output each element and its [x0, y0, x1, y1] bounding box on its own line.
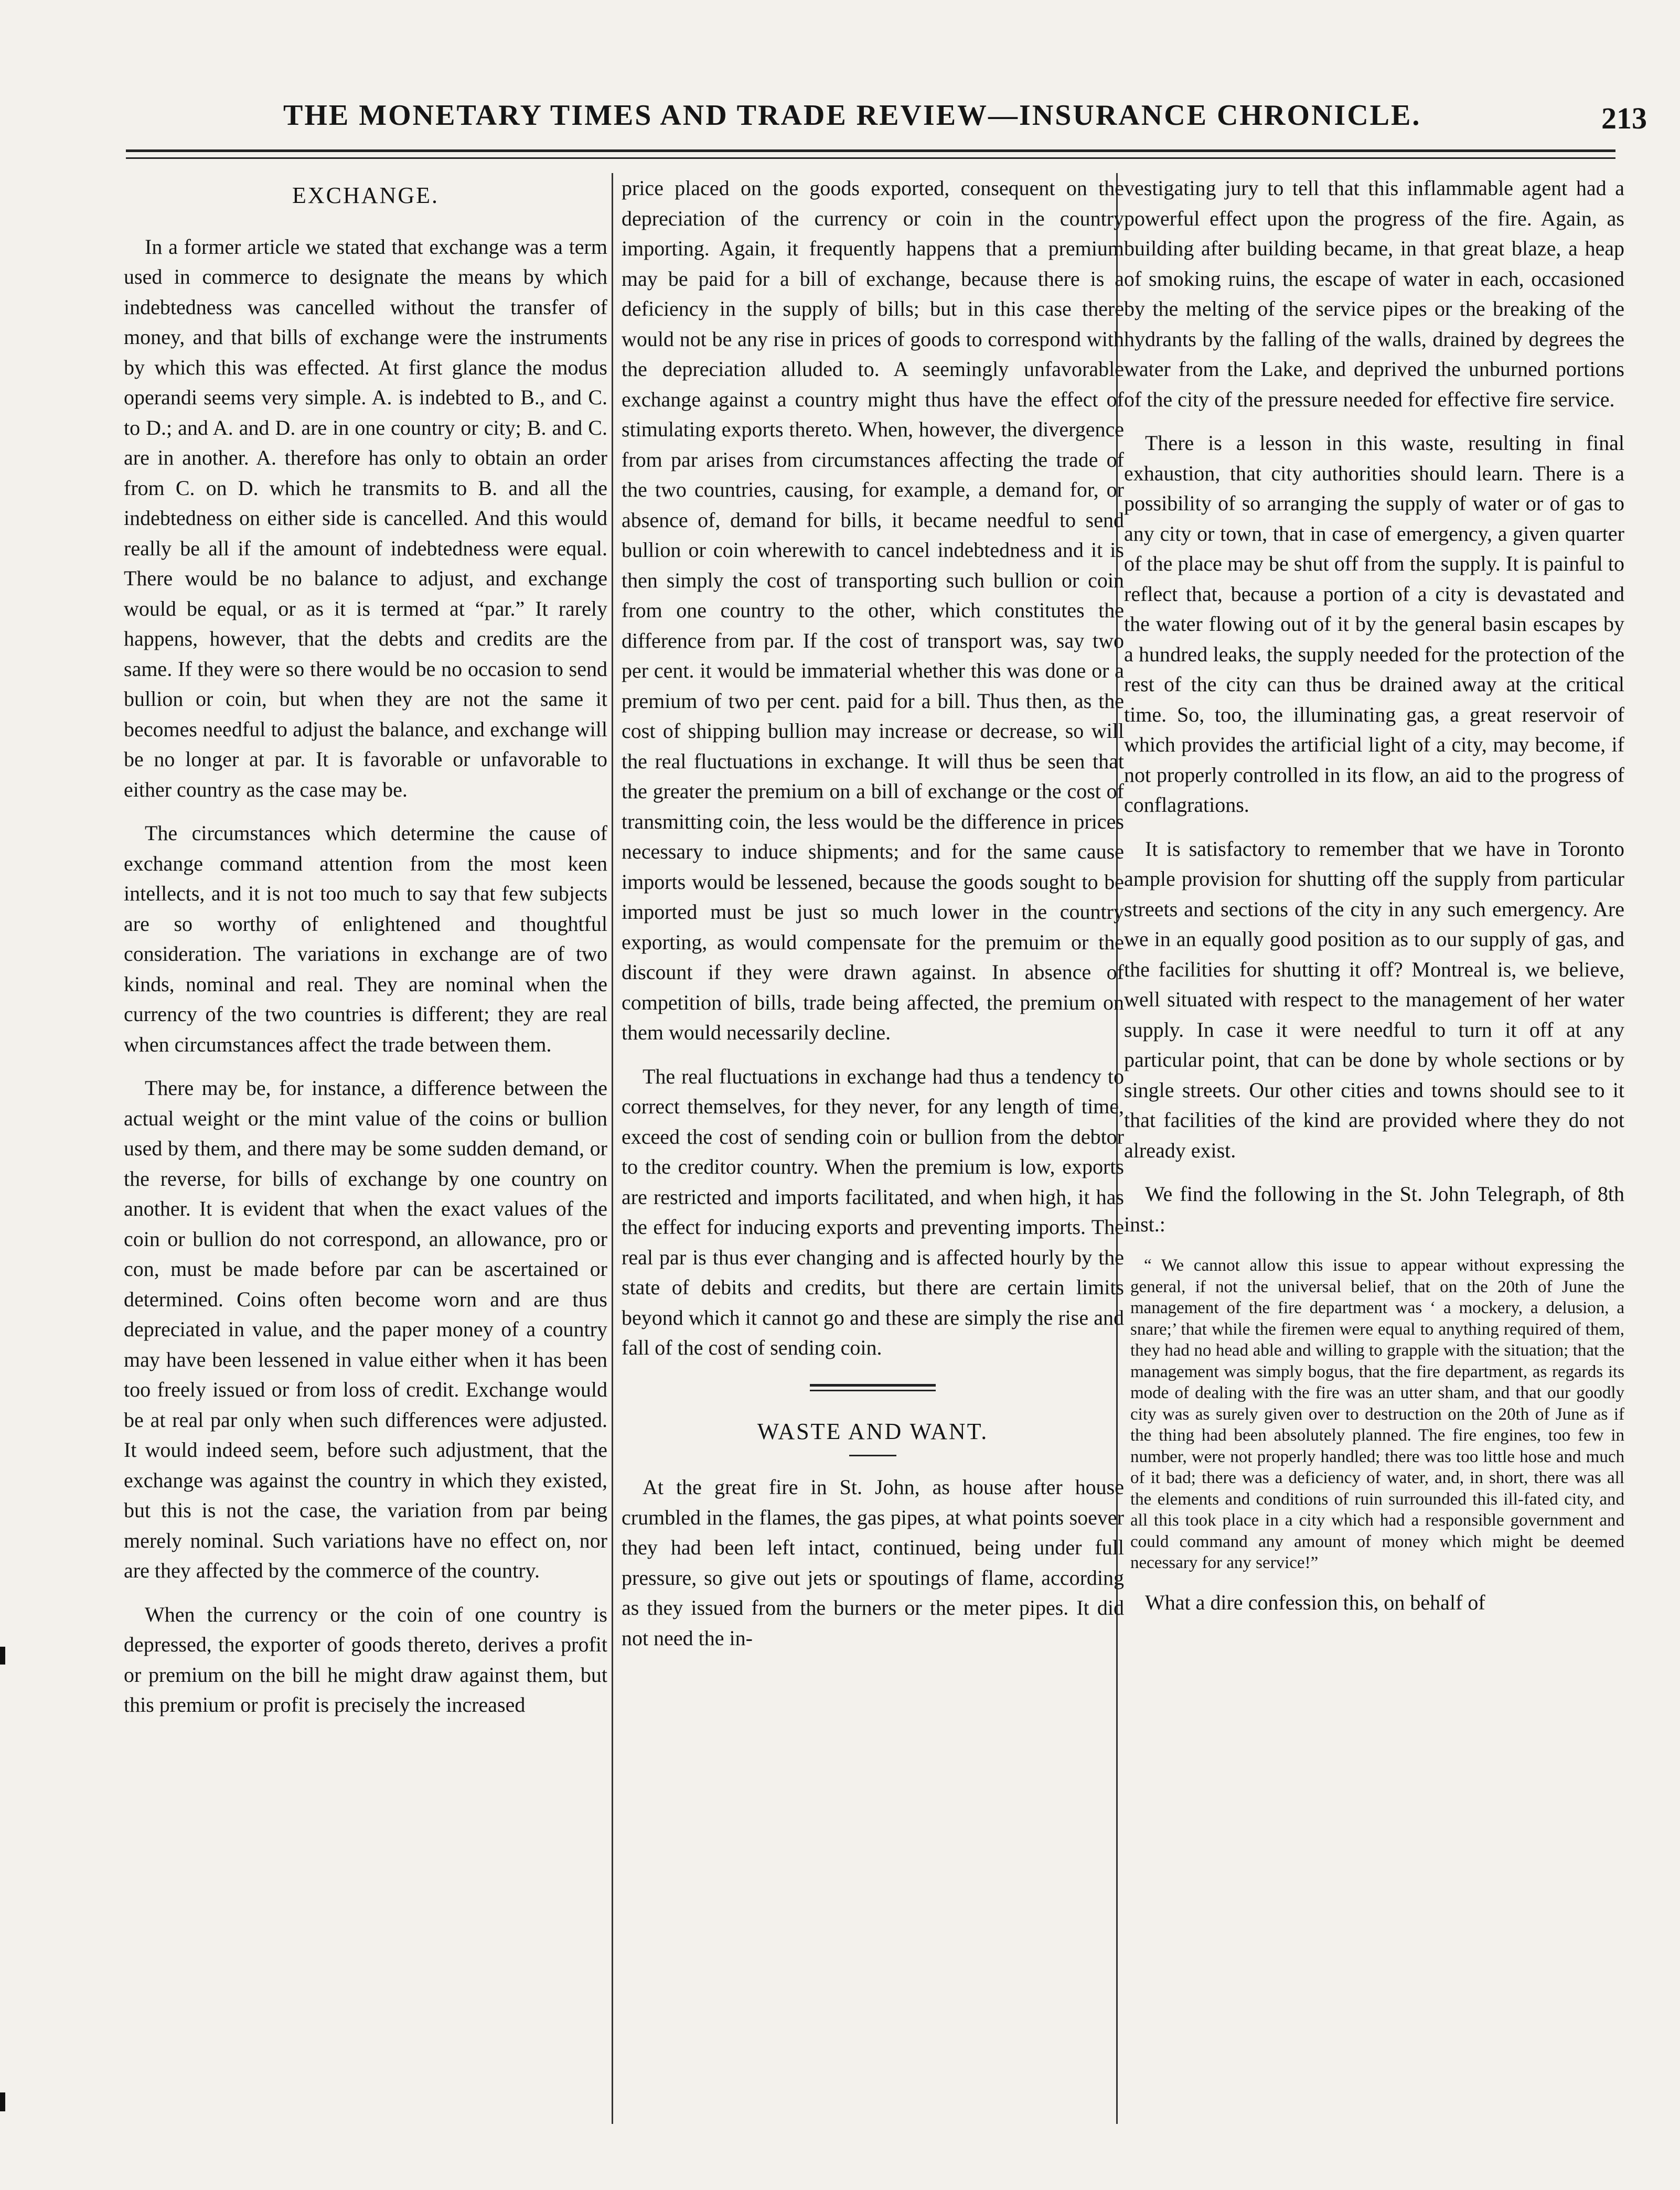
article-heading-waste: WASTE AND WANT.	[757, 1418, 989, 1444]
waste-paragraph: At the great fire in St. John, as house after house crumbled in the flames, the gas pipes, at what points soever they had been left intact, continued, being under full pressure, so give out jets or spoutings of flame, according as they issued from the burners or the meter pipes. It did not need the in-	[622, 1475, 1124, 1650]
scan-edge-mark	[0, 2092, 5, 2111]
column-3	[1124, 173, 1624, 1617]
exchange-paragraph: In a former article we stated that exchange was a term used in commerce to designate the means by which indebtedness was cancelled without the transfer of money, and that bills of exchange were the instruments by which this was effected. At first glance the modus operandi seems very simple. A. is indebted to B., and C. to D.; and A. and D. are in one country or city; B. and C. are in another. A. therefore has only to obtain an order from C. on D. which he transmits to B. and all the indebtedness on either side is cancelled. And this would really be all if the amount of indebtedness were equal. There would be no balance to adjust, and exchange would be equal, or as it is termed at “par.” It rarely happens, however, that the debts and credits are the same. If they were so there would be no occasion to send bullion or coin, but when they are not the same it becomes needful to adjust the balance, and exchange will be no longer at par. It is favorable or unfavorable to either country as the case may be.	[124, 234, 607, 801]
scan-edge-mark	[0, 1647, 5, 1665]
page-number: 213	[1601, 101, 1647, 135]
waste-paragraph: It is satisfactory to remember that we have in Toronto ample provision for shutting off the supply from particular streets and sections of the city in any such emergency. Are we in an equally good position as to our supply of gas, and the facilities for shutting it off? Montreal is, we believe, well situated with respect to the management of her water supply. In case it were needful to turn it off at any particular point, that can be done by whole sections or by single streets. Our other cities and towns should see to it that facilities of the kind are provided where they do not already exist.	[1124, 836, 1624, 1162]
heading-rule	[849, 1455, 896, 1456]
waste-paragraph: What a dire confession this, on behalf of	[1145, 1590, 1485, 1614]
header-rule	[126, 149, 1615, 152]
article-heading-exchange: EXCHANGE.	[292, 182, 439, 208]
quote-text: “ We cannot allow this issue to appear without expressing the general, if not the universal belief, that on the 20th of June the management of the fire department was ‘ a mockery, a delusion, a snare;’ that while the firemen were equal to anything required of them, they had no head able and willing to grapple with the situation; that the management was simply bogus, that the fire department, as regards its mode of dealing with the fire was an utter sham, and that our goodly city was as surely given over to destruction on the 20th of June as if the thing had been absolutely planned. The fire engines, too few in number, were not properly handled; there was too little hose and much of it bad; there was a deficiency of water, and, in short, there was all the elements and conditions of ruin surrounded this ill-fated city, and all this took place in a city which had a responsible government and could command any amount of money which might be deemed necessary for any service!”	[1130, 1256, 1624, 1572]
waste-paragraph: There is a lesson in this waste, resulting in final exhaustion, that city authorities should learn. There is a possibility of so arranging the supply of water or of gas to any city or town, that in case of emergency, a given quarter of the place may be shut off from the supply. It is painful to reflect that, because a portion of a city is devastated and the water flowing out of it by the general basin escapes by a hundred leaks, the supply needed for the protection of the rest of the city can thus be drained away at the critical time. So, too, the illuminating gas, a great reservoir of which provides the artificial light of a city, may become, if not properly controlled in its flow, an aid to the progress of conflagrations.	[1124, 431, 1624, 817]
exchange-paragraph: The real fluctuations in exchange had thus a tendency to correct themselves, for they never, for any length of time, exceed the cost of sending coin or bullion from the debtor to the creditor country. When the premium is low, exports are restricted and imports facilitated, and when high, it has the effect for inducing exports and preventing imports. The real par is thus ever changing and is affected hourly by the state of debits and credits, but there are certain limits beyond which it cannot go and these are simply the rise and fall of the cost of sending coin.	[622, 1064, 1124, 1359]
running-header	[126, 99, 1647, 141]
column-divider	[612, 173, 613, 2124]
exchange-paragraph: When the currency or the coin of one country is depressed, the exporter of goods thereto, derives a profit or premium on the bill he might draw against them, but this premium or profit is precisely the increased	[124, 1602, 607, 1716]
waste-paragraph-continued: vestigating jury to tell that this inflammable agent had a powerful effect upon the progress of the fire. Again, as building after building became, in that great blaze, a heap of smoking ruins, the escape of water in each, occasioned by the melting of the service pipes or the breaking of the hydrants by the falling of the walls, drained by degrees the water from the Lake, and deprived the unburned portions of the city of the pressure needed for effective fire service.	[1124, 176, 1624, 411]
exchange-paragraph: There may be, for instance, a difference between the actual weight or the mint value of the coins or bullion used by them, and there may be some sudden demand, or the reverse, for bills of exchange by one country on another. It is evident that when the exact values of the coin or bullion do not correspond, an allowance, pro or con, must be made before par can be ascertained or determined. Coins often become worn and are thus depreciated in value, and the paper money of a country may have been lessened in value either when it has been too freely issued or from loss of credit. Exchange would be at real par only when such differences were adjusted. It would indeed seem, before such adjustment, that the exchange was against the country in which they existed, but this is not the case, the variation from par being merely nominal. Such variations have no effect on, nor are they affected by the commerce of the country.	[124, 1076, 607, 1582]
column-1	[124, 173, 607, 1720]
header-rule-thin	[126, 157, 1615, 159]
article-separator-thin	[810, 1390, 936, 1391]
waste-paragraph: We find the following in the St. John Telegraph, of 8th inst.:	[1124, 1182, 1624, 1236]
exchange-paragraph: The circumstances which determine the cause of exchange command attention from the most keen intellects, and it is not too much to say that few subjects are so worthy of enlightened and thoughtful consideration. The variations in exchange are of two kinds, nominal and real. They are nominal when the currency of the two countries is different; they are real when circumstances affect the trade between them.	[124, 821, 607, 1056]
article-separator	[810, 1384, 936, 1387]
exchange-paragraph-continued: price placed on the goods exported, consequent on the depreciation of the currency or coin in the country importing. Again, it frequently happens that a premium may be paid for a bill of exchange, because there is a deficiency in the supply of bills; but in this case there would not be any rise in prices of goods to correspond with the depreciation alluded to. A seemingly unfavorable exchange against a country might thus have the effect of stimulating exports thereto. When, however, the divergence from par arises from circumstances affecting the trade of the two countries, causing, for example, a demand for, or absence of, demand for bills, it became needful to send bullion or coin wherewith to cancel indebtedness and it is then simply the cost of transporting such bullion or coin from one country to the other, which constitutes the difference from par. If the cost of transport was, say two per cent. it would be immaterial whether this was done or a premium of two per cent. paid for a bill. Thus then, as the cost of shipping bullion may increase or decrease, so will the real fluctuations in exchange. It will thus be seen that the greater the premium on a bill of exchange or the cost of transmitting coin, the less would be the difference in prices necessary to induce shipments; and for the same cause imports would be lessened, because the goods sought to be imported must be just so much lower in the country exporting, as would compensate for the premuim or the discount if they were drawn against. In absence of competition of bills, trade being affected, the premium on them would necessarily decline.	[622, 176, 1124, 1044]
column-2	[622, 173, 1124, 1653]
publication-title: THE MONETARY TIMES AND TRADE REVIEW—INSURANCE CHRONICLE.	[283, 99, 1421, 132]
block-quote	[1124, 1255, 1624, 1574]
